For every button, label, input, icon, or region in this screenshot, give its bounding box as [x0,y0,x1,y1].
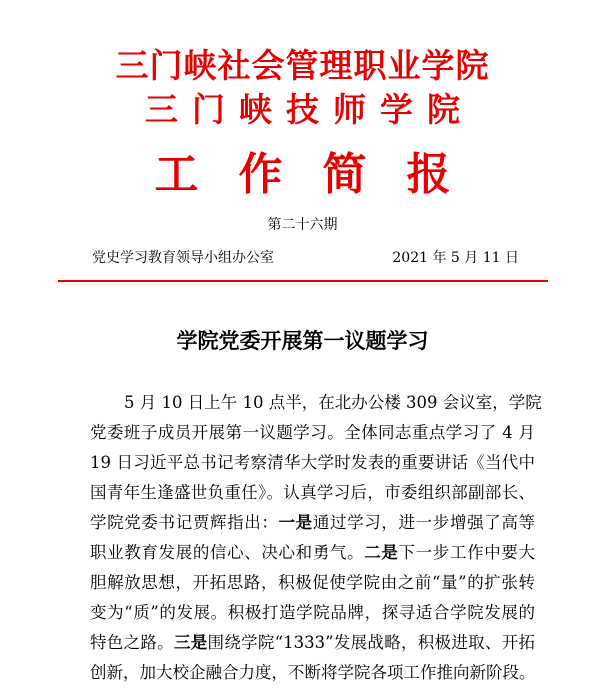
body-text: 学院党委书记贾辉指出： [90,513,279,532]
body-line [90,538,535,568]
body-line: 19 日习近平总书记考察清华大学时发表的重要讲话《当代中 [90,453,535,472]
issuing-office: 党史学习教育领导小组办公室 [92,250,274,266]
point-three-label: 三是 [173,633,208,652]
body-text: 下一步工作中要大 [398,543,536,562]
body-text: 通过学习，进一步增强了高等 [312,513,536,532]
point-two-label: 二是 [364,543,399,562]
body-line: 创新，加大校企融合力度，不断将学院各项工作推向新阶段。 [90,663,536,682]
body-line: 5 月 10 日上午 10 点半，在北办公楼 309 会议室，学院 [124,393,542,412]
body-line: 党委班子成员开展第一议题学习。全体同志重点学习了 4 月 [90,423,535,442]
masthead-college-name: 三门峡社会管理职业学院 [115,46,490,85]
body-line: 变为“质”的发展。积极打造学院品牌，探寻适合学院发展的 [90,603,535,622]
body-line: 国青年生逢盛世负重任》。认真学习后，市委组织部副部长、 [90,483,535,502]
red-divider-line [58,280,548,282]
issue-date: 2021 年 5 月 11 日 [392,250,519,266]
body-text: 特色之路。 [90,633,174,652]
body-text: 围绕学院“1333”发展战略，积极进取、开拓 [207,633,536,652]
body-line: 胆解放思想，开拓思路，积极促使学院由之前“量”的扩张转 [90,573,535,592]
point-one-label: 一是 [278,513,313,532]
body-line [90,628,535,658]
body-line [90,508,535,538]
issue-number: 第二十六期 [267,217,338,233]
masthead-work-bulletin: 工作简报 [154,149,491,200]
article-body [90,388,542,688]
article-title: 学院党委开展第一议题学习 [176,329,429,353]
masthead-technician-college: 三门峡技师学院 [145,90,474,129]
body-text: 职业教育发展的信心、决心和勇气。 [90,543,365,562]
